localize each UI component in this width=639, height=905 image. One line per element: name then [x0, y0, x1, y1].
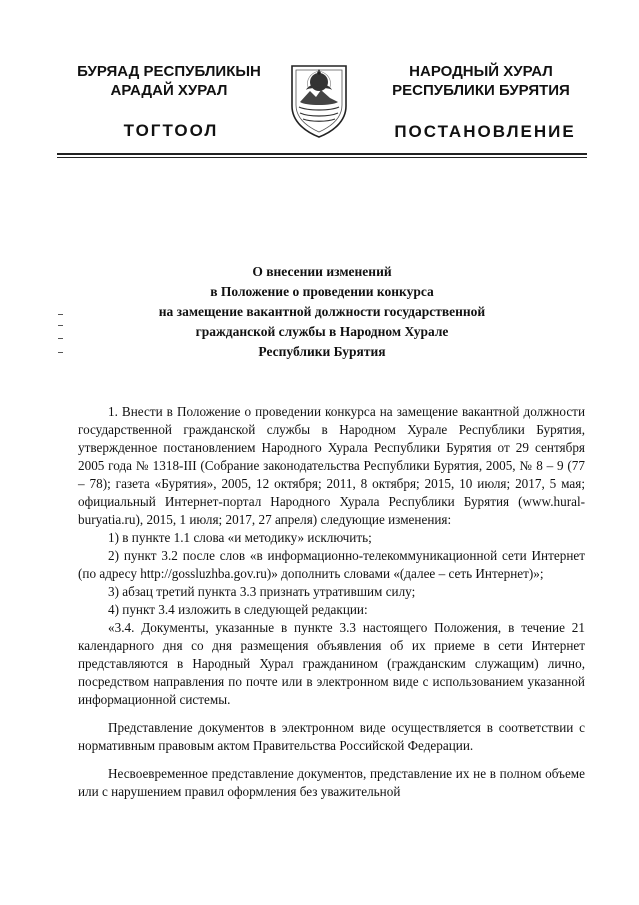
- org-name-russian-line-2: РЕСПУБЛИКИ БУРЯТИЯ: [392, 82, 570, 99]
- org-name-buryat-line-2: АРАДАЙ ХУРАЛ: [110, 82, 228, 99]
- org-name-buryat-line-1: БУРЯАД РЕСПУБЛИКЫН: [77, 63, 261, 80]
- paragraph-subitem-1: 1) в пункте 1.1 слова «и методику» исключить;: [108, 530, 372, 545]
- paragraph-late-submission: Несвоевременное представление документов, представление их не в полном объеме или с нарушением правил оформления без уважительной: [78, 766, 585, 799]
- header-divider-thick: [57, 153, 587, 155]
- header-divider-thin: [57, 157, 587, 158]
- doc-type-russian: ПОСТАНОВЛЕНИЕ: [394, 122, 576, 141]
- title-line: в Положение о проведении конкурса: [210, 284, 434, 299]
- org-name-buryat: [58, 62, 280, 100]
- title-line: О внесении изменений: [252, 264, 392, 279]
- paragraph-item-1: 1. Внести в Положение о проведении конкурса на замещение вакантной должности государственной гражданской службы в Народном Хурале Республики Бурятия, утвержденное постановлением Народного Хурала Республики Бурятия от 29 сентября 2005 года № 1318-III (Собрание законодательства Республики Бурятия, 2005, № 8 – 9 (77 – 78); газета «Бурятия», 2005, 12 октября; 2011, 8 октября; 2015, 10 июля; 2017, 5 мая; официальный Интернет-портал Народного Хурала Республики Бурятия (www.hural-buryatia.ru), 2015, 1 июля; 2017, 27 апреля) следующие изменения:: [78, 404, 585, 527]
- paragraph-quoted-3-4: «3.4. Документы, указанные в пункте 3.3 настоящего Положения, в течение 21 календарного дня со дня размещения объявления об их приеме в сети Интернет представляются в Народный Хурал гражданином (гражданским служащим) лично, посредством направления по почте или в электронном виде с использованием указанной информационной системы.: [78, 620, 585, 707]
- paragraph-subitem-3: 3) абзац третий пункта 3.3 признать утратившим силу;: [108, 584, 416, 599]
- org-name-russian: [376, 62, 586, 100]
- title-line: на замещение вакантной должности государственной: [158, 304, 486, 319]
- paragraph-electronic-submission: Представление документов в электронном виде осуществляется в соответствии с нормативным правовым актом Правительства Российской Федерации.: [78, 720, 585, 753]
- title-line: Республики Бурятия: [258, 344, 386, 359]
- republic-coat-of-arms-icon: [288, 60, 350, 140]
- document-body: [78, 403, 585, 801]
- title-line: гражданской службы в Народном Хурале: [195, 324, 449, 339]
- doc-type-buryat: ТОГТООЛ: [123, 121, 219, 140]
- document-title: [60, 262, 584, 362]
- org-name-russian-line-1: НАРОДНЫЙ ХУРАЛ: [409, 63, 553, 80]
- paragraph-subitem-4: 4) пункт 3.4 изложить в следующей редакции:: [108, 602, 368, 617]
- paragraph-subitem-2: 2) пункт 3.2 после слов «в информационно-телекоммуникационной сети Интернет (по адресу http://gossluzhba.gov.ru)» дополнить словами «(далее – сеть Интернет)»;: [78, 548, 585, 581]
